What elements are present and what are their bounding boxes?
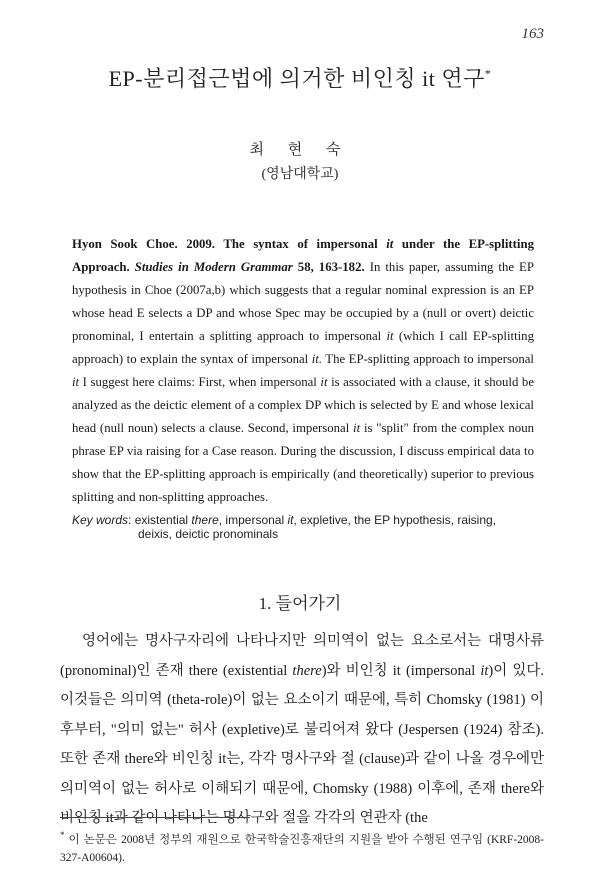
keywords-text: existential (131, 513, 192, 527)
footnote (60, 826, 544, 867)
page-number: 163 (521, 26, 544, 42)
footnote-text: 이 논문은 2008년 정부의 재원으로 한국학술진흥재단의 지원을 받아 수행된 연구임 (KRF-2008-327-A00604). (60, 833, 544, 864)
abstract (72, 233, 534, 509)
keywords (72, 513, 534, 541)
keywords-text: , impersonal (218, 513, 288, 527)
abstract-it: it. (311, 352, 323, 366)
body-text-segment: 영어에는 명사구자리에 나타나지만 의미역이 없는 요소로서는 대명사류 (pronominal)인 존재 there (existential (60, 633, 544, 679)
keywords-label: Key words (72, 513, 129, 527)
section-heading: 1. 들어가기 (258, 594, 342, 613)
citation-volume: 58, 163-182. (292, 260, 365, 274)
keywords-line2: deixis, deictic pronominals (138, 527, 279, 541)
abstract-text: is associated with a clause, it should be analyzed as the deictic element of a complex DP which is selected by E and whose lexical head (null noun) selects a clause. Second, impersonal (72, 375, 534, 435)
body-paragraph (60, 627, 544, 834)
abstract-text: In this paper, assuming the EP hypothesis in Choe (2007a,b) which suggests that a regular nominal expression is an EP whose head E selects a DP and whose Spec may be occupied by a (null or overt) deictic pronominal, I entertain a splitting approach to impersonal (72, 260, 534, 343)
body-there: there (292, 662, 322, 679)
keyword-it: it (287, 513, 294, 527)
author-affiliation: (영남대학교) (261, 167, 339, 182)
footnote-mark: * (60, 830, 65, 840)
citation-it: it (386, 237, 394, 251)
abstract-it: it (386, 329, 394, 343)
paper-title (0, 62, 600, 93)
abstract-it: it (353, 421, 361, 435)
abstract-text: is "split" from the complex noun phrase EP via raising for a Case reason. During the discussion, I discuss empirical data to show that the EP-splitting approach is empirically (and theoretically) superior to previous splitting and non-splitting approaches. (72, 421, 534, 504)
body-it: it (480, 662, 489, 679)
citation-journal: Studies in Modern Grammar (134, 260, 293, 274)
abstract-it: it (320, 375, 328, 389)
abstract-text: (which I call EP-splitting approach) to explain the syntax of impersonal (72, 329, 534, 366)
citation-author-title: Hyon Sook Choe. 2009. The syntax of impersonal (72, 237, 387, 251)
keyword-there: there (191, 513, 219, 527)
paper-title-text: EP-분리접근법에 의거한 비인칭 it 연구 (108, 66, 485, 91)
abstract-it: it (72, 375, 80, 389)
citation-title-end: under the EP-splitting Approach. (72, 237, 534, 274)
body-text-segment: )이 있다. 이것들은 의미역 (theta-role)이 없는 요소이기 때문에, 특히 Chomsky (1981) 이 후부터, "의미 없는" 허사 (expletive)로 불리어져 왔다 (Jespersen (1924) 참조). 또한 존재 there와 비인칭 it는, 각각 명사구와 절 (clause)과 같이 나올 경우에만 의미역이 없는 허사로 이해되기 때문에, Chomsky (1988) 이후에, 존재 there와 비인칭 it과 같이 나타나는 명사구와 절을 각각의 연관자 (the (60, 662, 545, 826)
keywords-text: , expletive, the EP hypothesis, raising, (293, 513, 497, 527)
abstract-text: The EP-splitting approach to impersonal (322, 352, 534, 366)
abstract-text: I suggest here claims: First, when impersonal (79, 375, 321, 389)
body-text-segment: )와 비인칭 it (impersonal (321, 662, 481, 679)
footnote-divider (60, 817, 250, 818)
title-footnote-mark: * (484, 66, 492, 81)
author-name: 최 현 숙 (249, 142, 351, 158)
body-text (60, 627, 544, 834)
keywords-colon: : (128, 513, 132, 527)
